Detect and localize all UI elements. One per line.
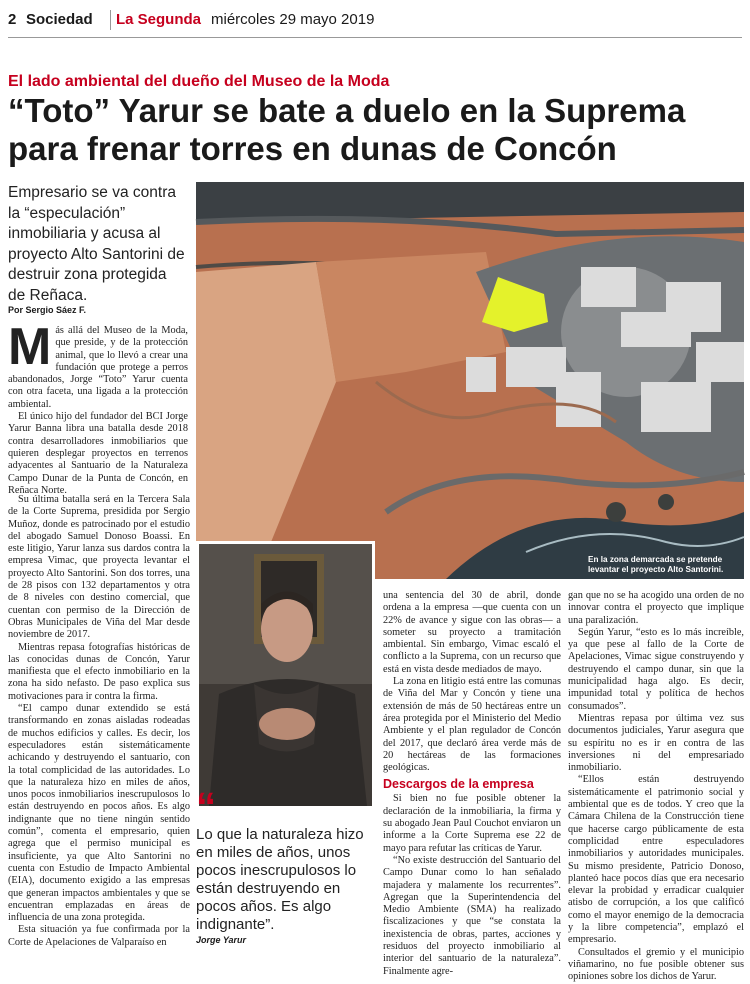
body-paragraph: Consultados el gremio y el municipio viñamarino, no fue posible obtener sus opiniones sobre los dichos de Yarur. (568, 946, 744, 983)
body-paragraph: gan que no se ha acogido una orden de no innovar contra el proyecto que implique una paralización. (568, 590, 744, 626)
aerial-photo-illustration (196, 182, 744, 579)
body-column-4 (568, 590, 744, 984)
body-paragraph: Esta situación ya fue confirmada por la Corte de Apelaciones de Valparaíso en (8, 924, 190, 948)
body-paragraph: Más allá del Museo de la Moda, que preside, y de la protección animal, que lo llevó a crear una fundación que protege a perros abandonados, Jorge “Toto” Yarur cuenta con otra faceta, una ligada a la protección ambiental. (8, 318, 188, 410)
body-paragraph: una sentencia del 30 de abril, donde ordena a la empresa —que cuenta con un 22% de avance y sigue con las obras— a someter su proyecto a tramitación ambiental. Sin embargo, Vimac escaló el conflicto a la Suprema, con un recurso que está en vista desde mediados de mayo. (383, 590, 561, 675)
body-paragraph: La zona en litigio está entre las comunas de Viña del Mar y Concón y tiene una extensión de más de 50 hectáreas entre un área protegida por el Ministerio del Medio Ambiente y el plan regulador de Concón del 2017, que declaró área verde más de 20 hectáreas de las formaciones geológicas. (383, 676, 561, 774)
aerial-photo (196, 182, 744, 579)
body-paragraph: “El campo dunar extendido se está transformando en zonas aisladas rodeadas de muchos edificios y calles. Es decir, los especuladores están sistemáticamente achicando y destruyendo el santuario, con la total complicidad de las autoridades. Lo que la naturaleza hizo en miles de años, unos pocos inmobiliarios inescrupulosos lo están destruyendo en pocos años. Es algo indignante que no tiene ningún sentido común”, comenta el empresario, quien agrega que el permiso municipal es insuficiente, ya que Alto Santorini no cuenta con Estudio de Impacto Ambiental (EIA), documento exigido a las empresas que generan impactos ambientales y que se encuentran emplazadas en áreas de influencia de una zona protegida. (8, 703, 190, 924)
body-paragraph: Si bien no fue posible obtener la declaración de la inmobiliaria, la firma y su abogado Jean Paul Couchot enviaron un informe a la Corte Suprema ese 22 de mayo para refutar las críticas de Yarur. (383, 793, 561, 854)
body-column-3 (383, 590, 561, 978)
article-headline (8, 92, 744, 168)
article-lead: Empresario se va contra la “especulación” inmobiliaria y acusa al proyecto Alto Santorini de destruir zona protegida de Reñaca. (8, 184, 185, 304)
publication-date: miércoles 29 mayo 2019 (211, 11, 375, 28)
quote-mark-icon: “ (196, 785, 216, 829)
body-paragraph: El único hijo del fundador del BCI Jorge Yarur Banna libra una batalla desde 2018 contra desarrolladores inmobiliarios que quieren desplegar proyectos en terrenos adyacentes al Santuario de la Naturaleza Campo Dunar de la Punta de Concón, en Reñaca Norte. (8, 411, 188, 496)
body-column-1 (8, 318, 188, 497)
pull-quote-author: Jorge Yarur (196, 935, 247, 945)
page-number: 2 (8, 11, 17, 28)
article-kicker: El lado ambiental del dueño del Museo de la Moda (8, 73, 390, 90)
portrait-photo (196, 541, 375, 809)
photo-caption: En la zona demarcada se pretende levantar el proyecto Alto Santorini. (588, 555, 724, 574)
publication-name: La Segunda (116, 11, 202, 28)
section-name: Sociedad (26, 11, 93, 28)
body-paragraph: “Ellos están destruyendo sistemáticamente el patrimonio social y ambiental que es de todos. Y creo que la Cámara Chilena de la Construcción tiene que hacerse cargo públicamente de esta complicidad entre especuladores inmobiliarios y autoridades municipales. Su mismo presidente, Patricio Donoso, planteó hace pocos días que era necesario elevar la probidad y erradicar cualquier atisbo de corrupción, a los que calificó como el mayor enemigo de la democracia y la libre competencia”, emplazó el empresario. (568, 774, 744, 946)
body-paragraph: Mientras repasa fotografías históricas de las conocidas dunas de Concón, Yarur manifiesta que el efecto inmobiliario en la zona ha sido nefasto. De paso explica sus motivaciones para ir contra la firma. (8, 641, 190, 702)
body-paragraph: Su última batalla será en la Tercera Sala de la Corte Suprema, presidida por Sergio Muñoz, donde es patrocinado por el estudio del abogado Samuel Donoso Boassi. En este litigio, Yarur lanza sus dardos contra la empresa Vimac, que proyecta levantar el proyecto Alto Santorini. Son dos torres, una de 28 pisos con 132 departamentos y otra de 8 niveles con destino comercial, que cuentan con permiso de la Dirección de Obras Municipales de Viña del Mar desde noviembre de 2017. (8, 494, 190, 641)
headline-line-2: para frenar torres en dunas de Concón (8, 130, 617, 167)
header-divider (110, 10, 111, 30)
body-paragraph: “No existe destrucción del Santuario del Campo Dunar como lo han señalado majadera y malamente los recurrentes”. Agregan que la Superintendencia del Medio Ambiente (SMA) ha realizado fiscalizaciones y que “se constata la inexistencia de obras, partes, acciones y residuos del proyecto inmobiliario al interior del santuario de la naturaleza”. Finalmente agre- (383, 854, 561, 977)
byline: Por Sergio Sáez F. (8, 305, 87, 315)
section-subhead: Descargos de la empresa (383, 777, 534, 792)
body-column-2 (8, 494, 190, 949)
pull-quote: Lo que la naturaleza hizo en miles de años, unos pocos inescrupulosos lo están destruyendo en pocos años. Es algo indignante”. (196, 826, 364, 933)
body-paragraph: Según Yarur, “esto es lo más increíble, ya que pese al fallo de la Corte de Apelaciones, Vimac sigue construyendo y destruyendo el campo dunar, sin que la municipalidad haga algo. Es decir, impunidad total y política de hechos consumados”. (568, 626, 744, 712)
portrait-illustration (199, 544, 372, 806)
headline-line-1: “Toto” Yarur se bate a duelo en la Suprema (8, 92, 686, 129)
page-header (8, 8, 742, 38)
drop-cap: M (8, 318, 52, 376)
body-paragraph: Mientras repasa por última vez sus documentos judiciales, Yarur asegura que su espíritu no es ir en contra de las inversiones ni del empresariado inmobiliario. (568, 712, 744, 774)
